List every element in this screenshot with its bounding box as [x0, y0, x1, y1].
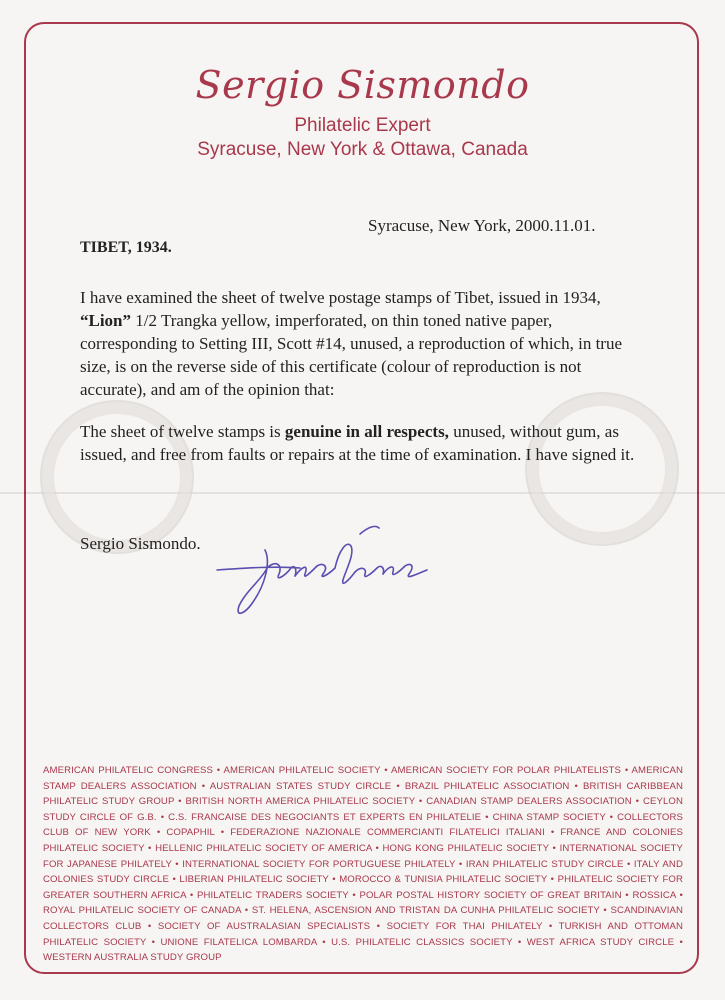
signature-icon	[205, 510, 445, 630]
expert-name: Sergio Sismondo	[195, 63, 530, 107]
p1-bold: “Lion”	[80, 311, 132, 330]
p1-text-a: I have examined the sheet of twelve postage stamps of Tibet, issued in 1934,	[80, 288, 601, 307]
p2-text-a: The sheet of twelve stamps is	[80, 422, 285, 441]
signer-name: Sergio Sismondo.	[80, 534, 201, 553]
opinion-paragraph	[80, 420, 640, 466]
society-memberships: AMERICAN PHILATELIC CONGRESS • AMERICAN PHILATELIC SOCIETY • AMERICAN SOCIETY FOR POLAR PHILATELISTS • AMERICAN STAMP DEALERS ASSOCIATION • AUSTRALIAN STATES STUDY CIRCLE • BRAZIL PHILATELIC ASSOCIATION • BRITISH CARIBBEAN PHILATELIC STUDY GROUP • BRITISH NORTH AMERICA PHILATELIC SOCIETY • CANADIAN STAMP DEALERS ASSOCIATION • CEYLON STUDY CIRCLE OF G.B. • C.S. FRANCAISE DES NEGOCIANTS ET EXPERTS EN PHILATELIE • CHINA STAMP SOCIETY • COLLECTORS CLUB OF NEW YORK • COPAPHIL • FEDERAZIONE NAZIONALE COMMERCIANTI FILATELICI ITALIANI • FRANCE AND COLONIES PHILATELIC SOCIETY • HELLENIC PHILATELIC SOCIETY OF AMERICA • HONG KONG PHILATELIC SOCIETY • INTERNATIONAL SOCIETY FOR JAPANESE PHILATELY • INTERNATIONAL SOCIETY FOR PORTUGUESE PHILATELY • IRAN PHILATELIC STUDY CIRCLE • ITALY AND COLONIES STUDY CIRCLE • LIBERIAN PHILATELIC SOCIETY • MOROCCO & TUNISIA PHILATELIC SOCIETY • PHILATELIC SOCIETY FOR GREATER SOUTHERN AFRICA • PHILATELIC TRADERS SOCIETY • POLAR POSTAL HISTORY SOCIETY OF GREAT BRITAIN • ROSSICA • ROYAL PHILATELIC SOCIETY OF CANADA • ST. HELENA, ASCENSION AND TRISTAN DA CUNHA PHILATELIC SOCIETY • SCANDINAVIAN COLLECTORS CLUB • SOCIETY OF AUSTRALASIAN SPECIALISTS • SOCIETY FOR THAI PHILATELY • TURKISH AND OTTOMAN PHILATELIC SOCIETY • UNIONE FILATELICA LOMBARDA • U.S. PHILATELIC CLASSICS SOCIETY • WEST AFRICA STUDY CIRCLE • WESTERN AUSTRALIA STUDY GROUP	[43, 765, 683, 964]
letterhead	[0, 62, 725, 162]
p2-text-b: unused, without gum, as issued, and free from faults or repairs at the time of examination. I have signed it.	[80, 422, 635, 464]
expert-title: Philatelic Expert	[294, 115, 431, 136]
certificate-title: TIBET, 1934.	[80, 239, 172, 256]
p1-text-b: 1/2 Trangka yellow, imperforated, on thin toned native paper, corresponding to Setting III, Scott #14, unused, a reproduction of which, in true size, is on the reverse side of this certificate (colour of reproduction is not accurate), and am of the opinion that:	[80, 311, 622, 399]
dateline: Syracuse, New York, 2000.11.01.	[368, 216, 596, 235]
embossed-seal-right-icon	[525, 392, 679, 546]
expert-location: Syracuse, New York & Ottawa, Canada	[197, 139, 528, 160]
p2-bold: genuine in all respects,	[284, 422, 449, 441]
examination-paragraph	[80, 286, 640, 401]
